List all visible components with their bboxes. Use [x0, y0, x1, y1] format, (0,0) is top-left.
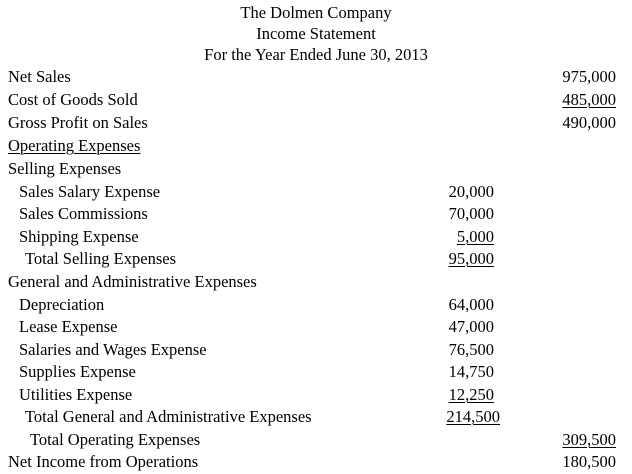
row-label: Total Operating Expenses [30, 430, 201, 449]
row-sales-salary [0, 181, 632, 203]
row-gross-profit [0, 112, 632, 134]
row-label: Gross Profit on Sales [8, 113, 148, 132]
row-sales-commissions [0, 203, 632, 225]
row-total-ga [0, 406, 632, 428]
row-label: Lease Expense [19, 317, 118, 336]
row-label: Sales Salary Expense [19, 182, 161, 201]
row-utilities [0, 384, 632, 406]
row-amount: 20,000 [448, 182, 494, 201]
row-amount: 47,000 [448, 317, 494, 336]
row-amount: 76,500 [448, 340, 494, 359]
row-selling-expenses-heading [0, 158, 632, 180]
row-label: Depreciation [19, 295, 105, 314]
row-amount: 309,500 [562, 430, 616, 449]
row-shipping [0, 226, 632, 248]
row-label: Shipping Expense [19, 227, 139, 246]
row-amount: 975,000 [562, 67, 616, 86]
row-total-selling [0, 248, 632, 270]
row-label: Salaries and Wages Expense [19, 340, 207, 359]
row-net-sales [0, 66, 632, 88]
company-name: The Dolmen Company [240, 3, 392, 22]
row-amount: 485,000 [562, 90, 616, 109]
row-lease [0, 316, 632, 338]
row-cost-of-goods-sold [0, 89, 632, 111]
row-ga-expenses-heading [0, 271, 632, 293]
row-label: Supplies Expense [19, 362, 136, 381]
row-label: Net Sales [8, 67, 71, 86]
row-amount: 14,750 [448, 362, 494, 381]
section-heading: Operating Expenses [8, 136, 141, 155]
row-amount: 490,000 [562, 113, 616, 132]
row-label: Net Income from Operations [8, 452, 199, 471]
row-amount: 180,500 [562, 452, 616, 471]
row-salaries-wages [0, 339, 632, 361]
statement-period: For the Year Ended June 30, 2013 [204, 45, 428, 64]
row-amount: 95,000 [448, 249, 494, 268]
row-label: Utilities Expense [19, 385, 133, 404]
section-heading: Selling Expenses [8, 159, 122, 178]
row-net-income-operations [0, 451, 632, 473]
row-total-operating [0, 429, 632, 451]
row-depreciation [0, 294, 632, 316]
row-label: Total General and Administrative Expenses [25, 407, 312, 426]
row-label: Sales Commissions [19, 204, 148, 223]
row-operating-expenses-heading [0, 135, 632, 157]
row-amount: 70,000 [448, 204, 494, 223]
row-label: Total Selling Expenses [25, 249, 176, 268]
row-amount: 12,250 [448, 385, 494, 404]
row-amount: 214,500 [446, 407, 500, 426]
statement-title: Income Statement [256, 24, 376, 43]
row-label: Cost of Goods Sold [8, 90, 138, 109]
row-amount: 64,000 [448, 295, 494, 314]
row-supplies [0, 361, 632, 383]
section-heading: General and Administrative Expenses [8, 272, 257, 291]
row-amount: 5,000 [456, 227, 494, 246]
